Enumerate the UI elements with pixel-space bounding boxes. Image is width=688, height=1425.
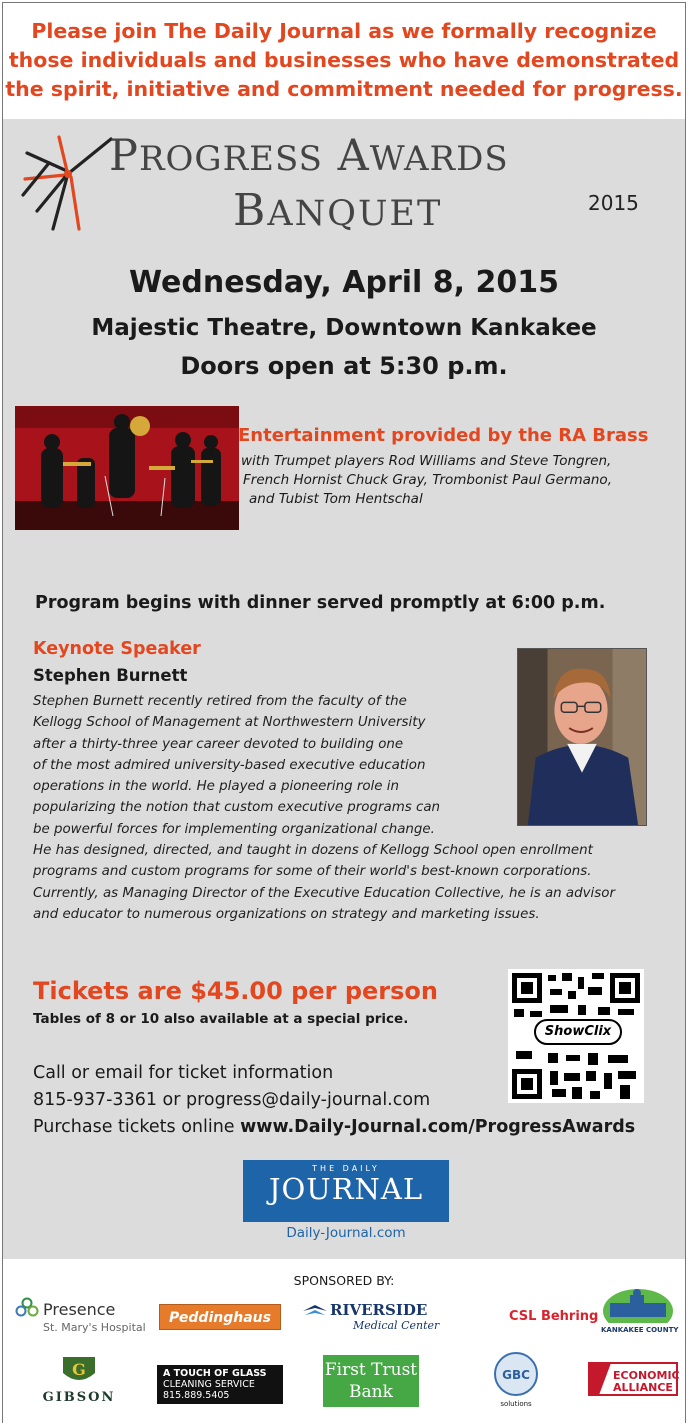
event-doors: Doors open at 5:30 p.m. [180,352,508,380]
presence-logo [15,1297,146,1334]
first-trust-line-2: Bank [349,1382,393,1402]
kankakee-logo [601,1287,679,1334]
speaker-photo [517,648,647,826]
glass-name: A TOUCH OF GLASS [163,1368,267,1379]
call-text: Call or email for ticket information [33,1063,334,1083]
intro-line: those individuals and businesses who have demonstrated [8,48,680,72]
first-trust-logo [323,1355,419,1407]
title-line-2-rest: ANQUET [267,194,443,234]
riverside-logo [303,1301,439,1332]
qr-label: ShowClix [534,1019,622,1045]
econ-line-1: ECONOMIC [613,1369,680,1382]
qr-code[interactable] [508,969,644,1103]
presence-sub: St. Mary's Hospital [43,1321,146,1334]
econ-line-2: ALLIANCE [613,1381,673,1394]
keynote-label: Keynote Speaker [33,639,201,659]
event-venue: Majestic Theatre, Downtown Kankakee [91,315,597,341]
gbc-name: GBC [502,1368,530,1382]
purchase-prefix: Purchase tickets online [33,1117,241,1137]
sponsors-title: SPONSORED BY: [293,1273,395,1288]
economic-alliance-logo [587,1357,679,1404]
bio-line: He has designed, directed, and taught in dozens of Kellogg School open enrollment [33,843,593,859]
bio-line: and educator to numerous organizations on strategy and marketing issues. [33,906,540,922]
touch-of-glass-logo [157,1365,283,1404]
program-start: Program begins with dinner served promptly at 6:00 p.m. [35,593,606,613]
flyer [2,2,686,1423]
keynote-name: Stephen Burnett [33,666,188,685]
purchase-text [33,1114,635,1141]
bio-line: programs and custom programs for some of their world's best-known corporations. [33,864,592,880]
spider-logo-icon [19,133,119,233]
main-panel [3,119,685,1259]
entertainment-title: Entertainment provided by the RA Brass [238,425,649,446]
sponsors-section [3,1259,685,1424]
kankakee-skyline-icon [602,1287,674,1323]
journal-url[interactable]: Daily-Journal.com [286,1225,406,1241]
bio-line: Currently, as Managing Director of the Executive Education Collective, he is an advisor [33,885,615,901]
bio-line: popularizing the notion that custom executive programs can [33,800,441,816]
riverside-sub: Medical Center [353,1319,440,1332]
gbc-logo [491,1351,541,1408]
journal-logo-name: JOURNAL [268,1172,424,1206]
first-trust-line-1: First Trust [324,1360,418,1380]
bio-line: Kellogg School of Management at Northwestern University [33,715,426,731]
entertainment-line: and Tubist Tom Hentschal [249,491,423,507]
peddinghaus-logo: Peddinghaus [159,1304,281,1330]
bio-line: of the most admired university-based executive education [33,757,426,773]
intro-message [3,3,685,119]
riverside-name: RIVERSIDE [330,1301,428,1319]
glass-phone: 815.889.5405 [163,1390,230,1401]
ticket-price: Tickets are $45.00 per person [33,977,438,1005]
gibson-logo [19,1355,139,1405]
event-date: Wednesday, April 8, 2015 [129,265,559,300]
contact-text: 815-937-3361 or progress@daily-journal.com [33,1090,431,1110]
gibson-name: GIBSON [42,1390,116,1405]
bio-line: Stephen Burnett recently retired from the faculty of the [33,694,407,709]
journal-logo[interactable] [243,1160,449,1222]
band-photo [15,406,239,530]
svg-text:G: G [72,1360,86,1379]
entertainment-details [241,452,681,509]
presence-flower-icon [15,1297,39,1321]
title-line-2: BANQUET [233,185,443,236]
title-line-1-rest2: WARDS [369,139,509,179]
csl-logo: CSL Behring [509,1309,599,1324]
table-info: Tables of 8 or 10 also available at a special price. [33,1011,409,1027]
bio-line: after a thirty-three year career devoted to building one [33,736,404,752]
intro-line: the spirit, initiative and commitment needed for progress. [5,77,683,101]
title-year: 2015 [588,191,639,215]
entertainment-line: French Hornist Chuck Gray, Trombonist Paul Germano, [243,472,612,488]
journal-logo-small: THE DAILY [312,1164,380,1173]
kankakee-name: KANKAKEE COUNTY [601,1326,679,1334]
bio-line: operations in the world. He played a pioneering role in [33,779,399,795]
gibson-shield-icon [59,1355,99,1387]
riverside-wave-icon [303,1303,327,1317]
entertainment-line: with Trumpet players Rod Williams and Steve Tongren, [241,453,612,469]
title-line-1-rest: ROGRESS [138,139,323,179]
presence-name: Presence [43,1299,116,1319]
glass-sub: CLEANING SERVICE [163,1379,255,1390]
gbc-sub: solutions [500,1400,532,1408]
purchase-link[interactable]: www.Daily-Journal.com/ProgressAwards [240,1117,636,1137]
bio-line: be powerful forces for implementing organizational change. [33,821,435,837]
gbc-globe-icon [493,1351,539,1397]
intro-line: Please join The Daily Journal as we formally recognize [31,19,657,43]
title-line-1: PROGRESS AWARDS [109,131,509,181]
